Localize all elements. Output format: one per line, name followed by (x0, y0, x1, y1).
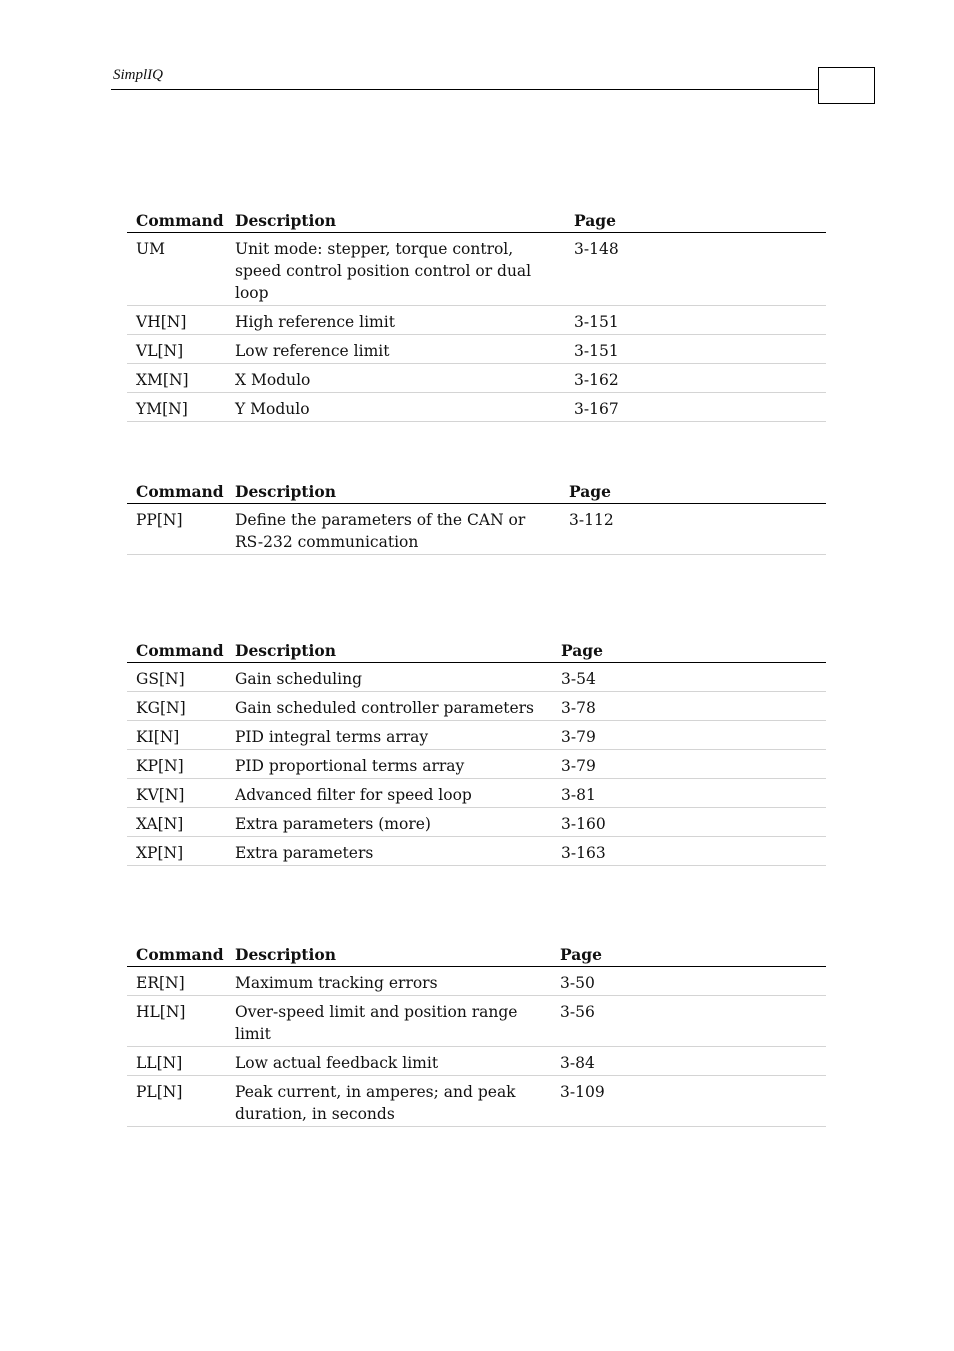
command-cell: XA[N] (127, 808, 235, 837)
command-cell: XP[N] (127, 837, 235, 866)
command-cell: KP[N] (127, 750, 235, 779)
running-header-title: SimplIQ (113, 67, 163, 83)
table-row (127, 1047, 826, 1076)
column-header-description: Description (235, 210, 574, 233)
command-cell: VL[N] (127, 335, 235, 364)
header-rule (111, 89, 818, 90)
table-header-row (127, 210, 826, 233)
description-cell: High reference limit (235, 306, 574, 335)
command-cell: ER[N] (127, 967, 235, 996)
column-header-page: Page (560, 944, 826, 967)
page-cell: 3-109 (560, 1076, 826, 1127)
description-cell: Over-speed limit and position range limit (235, 996, 560, 1047)
description-cell: Extra parameters (more) (235, 808, 561, 837)
description-cell: Peak current, in amperes; and peak duration, in seconds (235, 1076, 560, 1127)
table-header-row (127, 944, 826, 967)
table-row (127, 721, 826, 750)
column-header-page: Page (574, 210, 826, 233)
table-row (127, 1076, 826, 1127)
command-table-2 (127, 481, 826, 555)
description-cell: PID proportional terms array (235, 750, 561, 779)
column-header-command: Command (127, 640, 235, 663)
page-cell: 3-151 (574, 306, 826, 335)
page-cell: 3-79 (561, 721, 826, 750)
table-row (127, 967, 826, 996)
page-cell: 3-112 (569, 504, 826, 555)
table-row (127, 779, 826, 808)
table-row (127, 692, 826, 721)
command-cell: KG[N] (127, 692, 235, 721)
table-row (127, 996, 826, 1047)
command-cell: HL[N] (127, 996, 235, 1047)
table-row (127, 837, 826, 866)
table-row (127, 306, 826, 335)
page-cell: 3-162 (574, 364, 826, 393)
page-cell: 3-79 (561, 750, 826, 779)
command-cell: VH[N] (127, 306, 235, 335)
command-cell: KV[N] (127, 779, 235, 808)
page-cell: 3-78 (561, 692, 826, 721)
table-header-row (127, 640, 826, 663)
column-header-page: Page (569, 481, 826, 504)
page-cell: 3-81 (561, 779, 826, 808)
table-row (127, 504, 826, 555)
table-row (127, 393, 826, 422)
page-cell: 3-56 (560, 996, 826, 1047)
command-cell: PP[N] (127, 504, 235, 555)
table-row (127, 364, 826, 393)
description-cell: Advanced filter for speed loop (235, 779, 561, 808)
page-cell: 3-163 (561, 837, 826, 866)
command-table-1 (127, 210, 826, 422)
table-row (127, 233, 826, 306)
page-cell: 3-167 (574, 393, 826, 422)
table-row (127, 808, 826, 837)
description-cell: Unit mode: stepper, torque control, speed control position control or dual loop (235, 233, 574, 306)
description-cell: Maximum tracking errors (235, 967, 560, 996)
column-header-command: Command (127, 481, 235, 504)
description-cell: Extra parameters (235, 837, 561, 866)
command-table-4 (127, 944, 826, 1127)
command-cell: UM (127, 233, 235, 306)
table-header-row (127, 481, 826, 504)
page-cell: 3-160 (561, 808, 826, 837)
description-cell: Low reference limit (235, 335, 574, 364)
command-cell: PL[N] (127, 1076, 235, 1127)
command-table-3 (127, 640, 826, 866)
column-header-page: Page (561, 640, 826, 663)
description-cell: X Modulo (235, 364, 574, 393)
column-header-command: Command (127, 944, 235, 967)
table-row (127, 335, 826, 364)
description-cell: Gain scheduling (235, 663, 561, 692)
description-cell: Gain scheduled controller parameters (235, 692, 561, 721)
column-header-description: Description (235, 481, 569, 504)
column-header-command: Command (127, 210, 235, 233)
command-cell: YM[N] (127, 393, 235, 422)
page-cell: 3-50 (560, 967, 826, 996)
command-cell: KI[N] (127, 721, 235, 750)
description-cell: PID integral terms array (235, 721, 561, 750)
command-cell: GS[N] (127, 663, 235, 692)
command-cell: XM[N] (127, 364, 235, 393)
table-row (127, 663, 826, 692)
description-cell: Low actual feedback limit (235, 1047, 560, 1076)
page-cell: 3-54 (561, 663, 826, 692)
page-number-box (818, 67, 875, 104)
page-cell: 3-84 (560, 1047, 826, 1076)
column-header-description: Description (235, 944, 560, 967)
page-cell: 3-148 (574, 233, 826, 306)
table-row (127, 750, 826, 779)
description-cell: Y Modulo (235, 393, 574, 422)
page-cell: 3-151 (574, 335, 826, 364)
description-cell: Define the parameters of the CAN or RS-232 communication (235, 504, 569, 555)
command-cell: LL[N] (127, 1047, 235, 1076)
column-header-description: Description (235, 640, 561, 663)
